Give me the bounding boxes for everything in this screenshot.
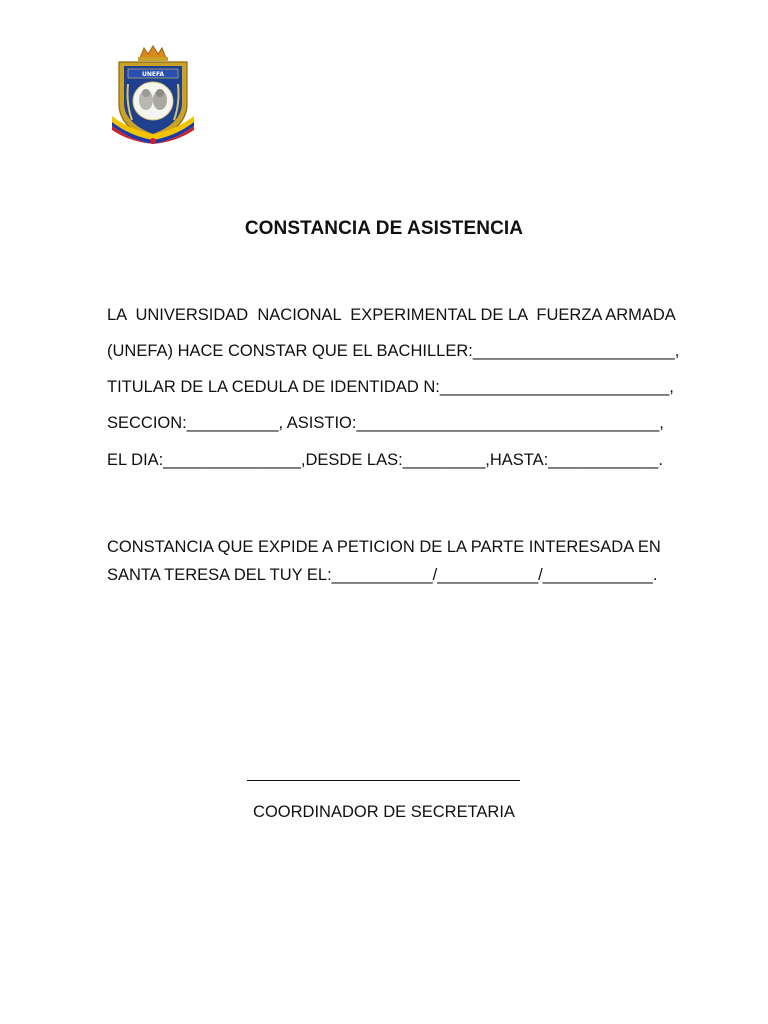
signature-label: COORDINADOR DE SECRETARIA bbox=[253, 803, 515, 821]
logo-banner-text: UNEFA bbox=[141, 71, 165, 78]
closing-line-2-date-field: SANTA TERESA DEL TUY EL:___________/___________/____________. bbox=[107, 566, 658, 584]
body-line-4-seccion-field: SECCION:__________, ASISTIO:_________________________________, bbox=[107, 414, 664, 432]
unefa-logo bbox=[110, 44, 196, 144]
document-title: CONSTANCIA DE ASISTENCIA bbox=[244, 218, 524, 239]
closing-line-1: CONSTANCIA QUE EXPIDE A PETICION DE LA PARTE INTERESADA EN bbox=[107, 538, 661, 556]
signature-line bbox=[247, 780, 520, 781]
body-line-3-cedula-field: TITULAR DE LA CEDULA DE IDENTIDAD N:_________________________, bbox=[107, 378, 674, 396]
body-line-2-bachiller-field: (UNEFA) HACE CONSTAR QUE EL BACHILLER:______________________, bbox=[107, 342, 680, 360]
body-line-5-fecha-field: EL DIA:_______________,DESDE LAS:_________,HASTA:____________. bbox=[107, 451, 663, 469]
body-line-1: LA UNIVERSIDAD NACIONAL EXPERIMENTAL DE LA FUERZA ARMADA bbox=[107, 306, 676, 324]
